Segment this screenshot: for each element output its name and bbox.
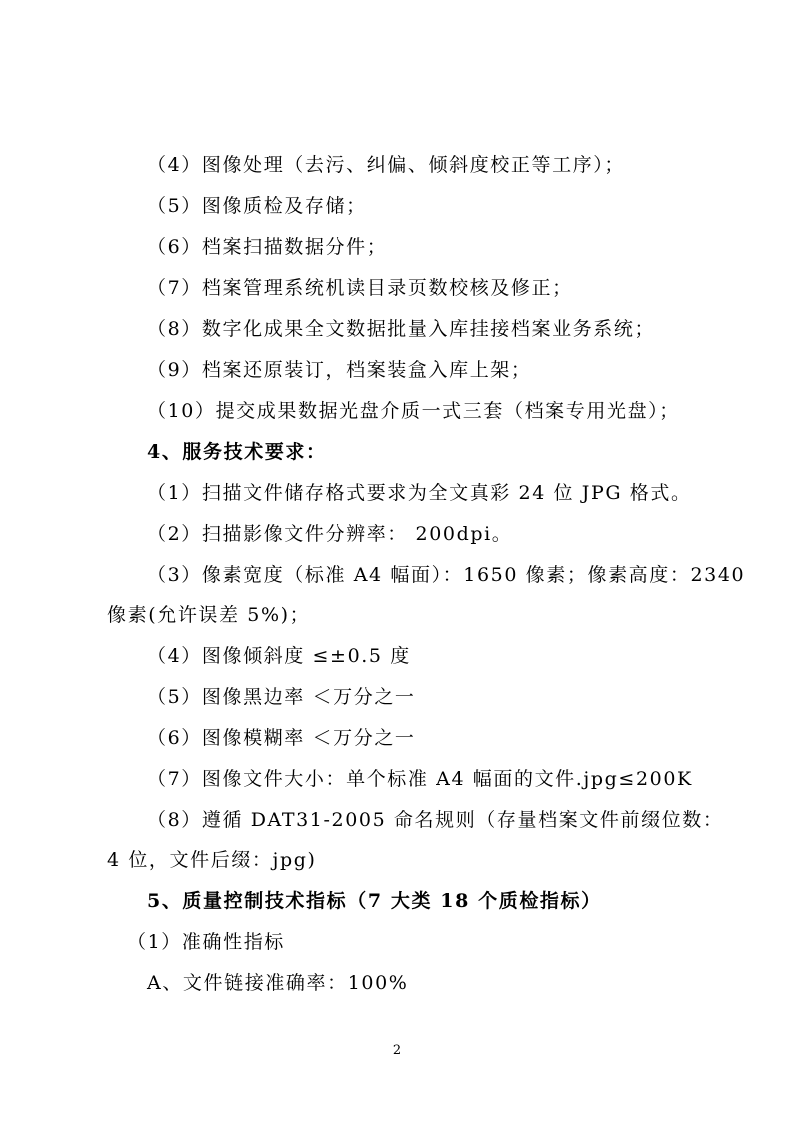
text-line-archive-restore: （9）档案还原装订，档案装盒入库上架； [147,359,532,381]
text-line-accuracy-indicator: （1）准确性指标 [127,931,285,953]
page-number: 2 [392,1043,402,1058]
section-heading-quality-control: 5、质量控制技术指标（7 大类 18 个质检指标） [147,890,602,912]
text-line-batch-import: （8）数字化成果全文数据批量入库挂接档案业务系统； [147,318,656,340]
text-line-pixel-size-cont: 像素(允许误差 5%)； [107,604,311,626]
text-line-image-qc-storage: （5）图像质检及存储； [147,195,367,217]
text-line-catalog-check: （7）档案管理系统机读目录页数校核及修正； [147,277,573,299]
text-line-data-split: （6）档案扫描数据分件； [147,236,388,258]
text-line-image-processing: （4）图像处理（去污、纠偏、倾斜度校正等工序）； [147,154,625,176]
text-line-naming-rule: （8）遵循 DAT31-2005 命名规则（存量档案文件前缀位数： [147,809,724,831]
text-line-resolution: （2）扫描影像文件分辨率： 200dpi。 [147,523,513,545]
text-line-naming-rule-cont: 4 位，文件后缀：jpg) [107,849,317,871]
text-line-skew: （4）图像倾斜度 ≤±0.5 度 [147,645,411,667]
text-line-submit-disc: （10）提交成果数据光盘介质一式三套（档案专用光盘）； [147,400,680,422]
text-line-file-size: （7）图像文件大小：单个标准 A4 幅面的文件.jpg≤200K [147,768,693,790]
text-line-blur-rate: （6）图像模糊率 ＜万分之一 [147,727,416,749]
section-heading-service-requirements: 4、服务技术要求： [147,441,327,463]
text-line-black-border: （5）图像黑边率 ＜万分之一 [147,686,416,708]
text-line-scan-format: （1）扫描文件储存格式要求为全文真彩 24 位 JPG 格式。 [147,482,692,504]
text-line-pixel-size: （3）像素宽度（标准 A4 幅面）：1650 像素；像素高度：2340 [147,564,746,586]
text-line-link-accuracy: A、文件链接准确率：100% [147,972,409,994]
